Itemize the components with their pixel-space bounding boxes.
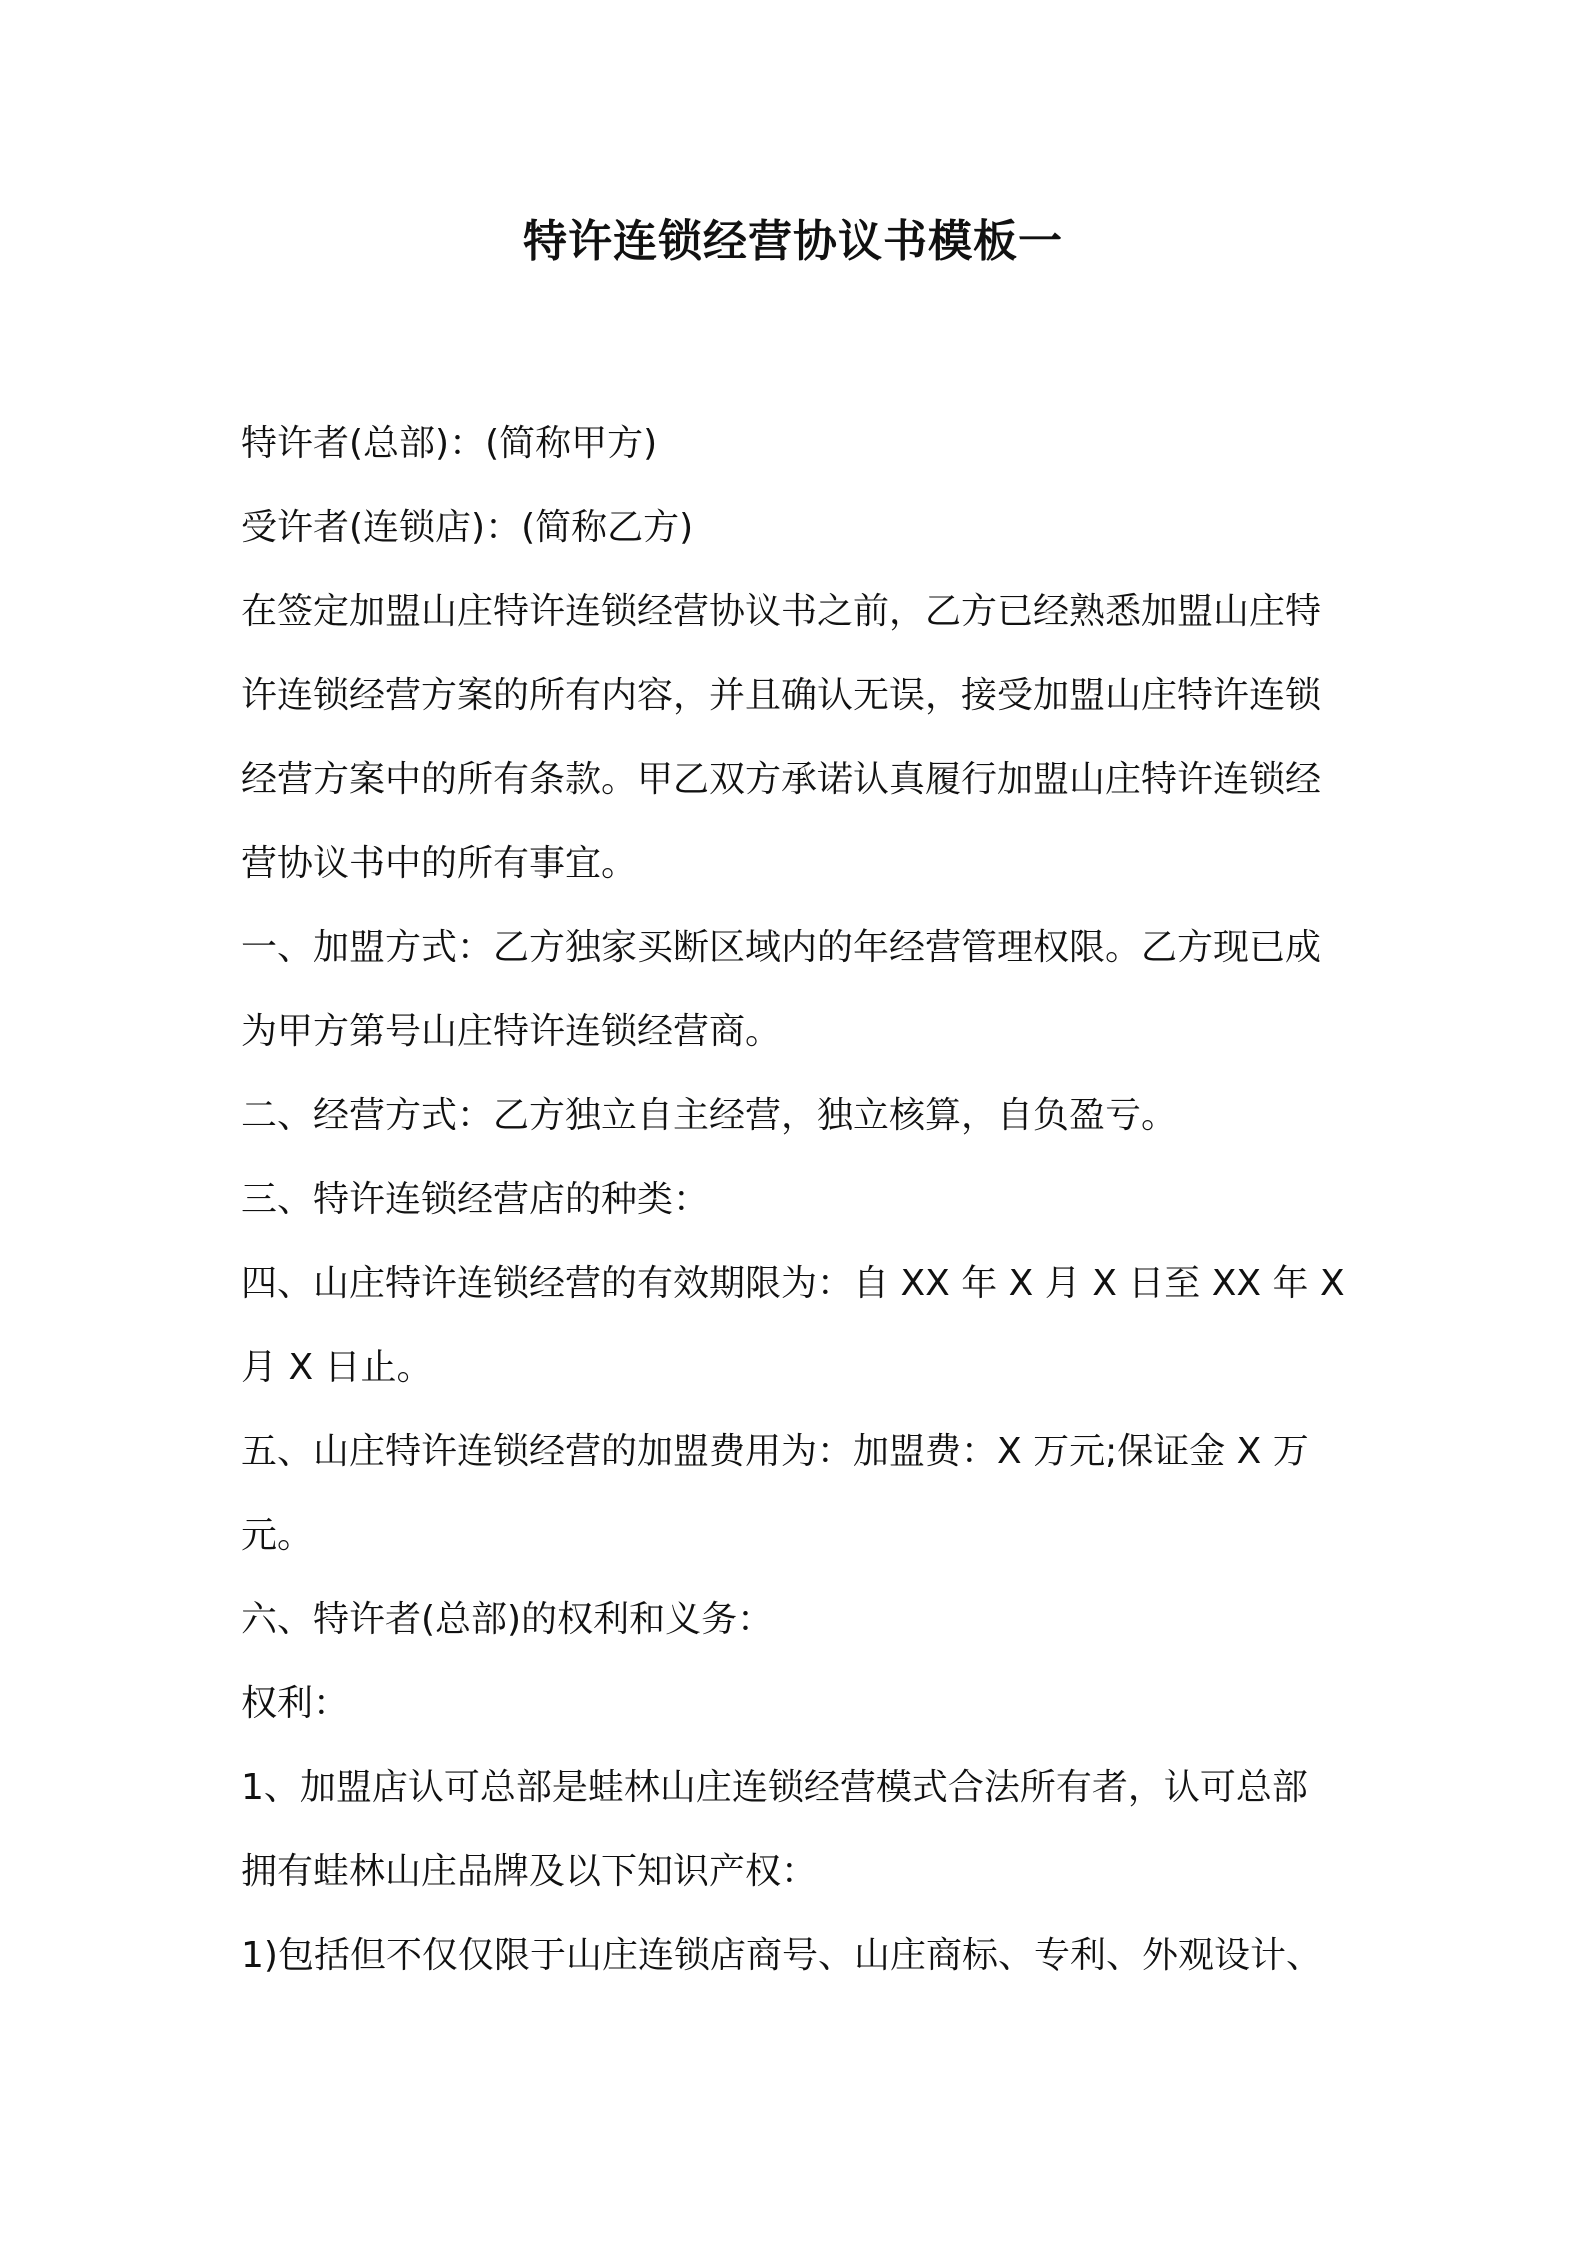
text-line: 营协议书中的所有事宜。: [241, 843, 638, 884]
text-line: 许连锁经营方案的所有内容，并且确认无误，接受加盟山庄特许连锁: [241, 675, 1322, 716]
text-line: 三、特许连锁经营店的种类：: [241, 1179, 710, 1220]
text-line: 月 X 日止。: [241, 1347, 433, 1388]
text-line: 1)包括但不仅仅限于山庄连锁店商号、山庄商标、专利、外观设计、: [241, 1935, 1322, 1976]
text-line: 1、加盟店认可总部是蛙林山庄连锁经营模式合法所有者，认可总部: [241, 1767, 1308, 1808]
document-body: [241, 402, 1351, 1998]
text-line: 元。: [241, 1515, 314, 1556]
text-line: 二、经营方式：乙方独立自主经营，独立核算，自负盈亏。: [241, 1095, 1178, 1136]
text-line: 权利：: [241, 1683, 350, 1724]
text-line: 拥有蛙林山庄品牌及以下知识产权：: [241, 1851, 818, 1892]
text-line: 五、山庄特许连锁经营的加盟费用为：加盟费：X 万元;保证金 X 万: [241, 1431, 1309, 1472]
text-line: 为甲方第号山庄特许连锁经营商。: [241, 1011, 782, 1052]
text-line: 一、加盟方式：乙方独家买断区域内的年经营管理权限。乙方现已成: [241, 927, 1322, 968]
text-line: 六、特许者(总部)的权利和义务：: [241, 1599, 774, 1640]
document-title: 特许连锁经营协议书模板一: [523, 216, 1063, 267]
text-line: 在签定加盟山庄特许连锁经营协议书之前，乙方已经熟悉加盟山庄特: [241, 591, 1322, 632]
text-line: 受许者(连锁店)：(简称乙方): [241, 507, 694, 548]
text-line: 经营方案中的所有条款。甲乙双方承诺认真履行加盟山庄特许连锁经: [241, 759, 1322, 800]
text-line: 特许者(总部)：(简称甲方): [241, 423, 658, 464]
text-line: 四、山庄特许连锁经营的有效期限为：自 XX 年 X 月 X 日至 XX 年 X: [241, 1263, 1345, 1304]
